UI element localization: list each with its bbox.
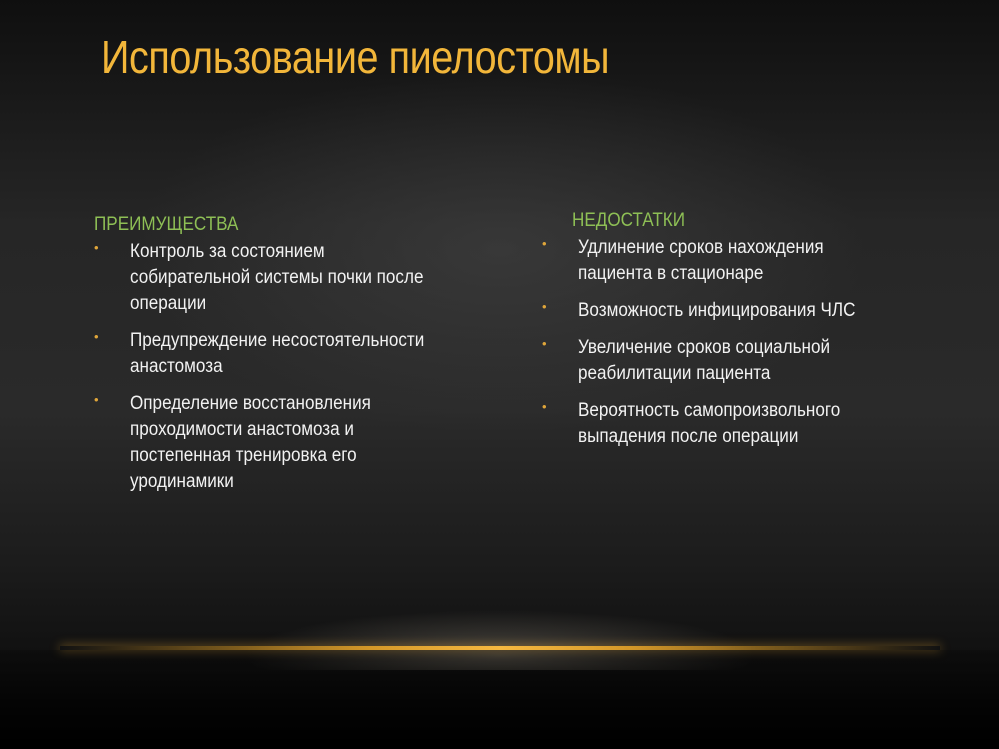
bullet-icon: •	[542, 236, 547, 251]
list-item-text: Предупреждение несостоятельности анастомоза	[130, 330, 425, 377]
list-item	[94, 391, 430, 495]
advantages-column	[94, 210, 444, 506]
disadvantages-heading: НЕДОСТАТКИ	[572, 210, 686, 231]
bullet-icon: •	[542, 299, 547, 314]
list-item-text: Вероятность самопроизвольного выпадения после операции	[578, 400, 841, 447]
list-item-text: Определение восстановления проходимости анастомоза и постепенная тренировка его уродинамики	[130, 393, 371, 492]
list-item-text: Увеличение сроков социальной реабилитации пациента	[578, 337, 831, 384]
list-item-text: Удлинение сроков нахождения пациента в стационаре	[578, 237, 824, 284]
bullet-icon: •	[542, 336, 547, 351]
list-item	[542, 235, 888, 287]
bottom-fade	[0, 650, 999, 749]
list-item	[542, 398, 888, 450]
list-item	[94, 239, 430, 317]
list-item	[542, 298, 888, 324]
bullet-icon: •	[94, 329, 99, 344]
bullet-icon: •	[94, 240, 99, 255]
slide-title: Использование пиелостомы	[101, 31, 610, 83]
disadvantages-column	[542, 210, 892, 461]
list-item-text: Возможность инфицирования ЧЛС	[578, 300, 856, 321]
bullet-icon: •	[542, 399, 547, 414]
advantages-list	[94, 239, 444, 495]
bullet-icon: •	[94, 392, 99, 407]
disadvantages-list	[542, 235, 892, 450]
list-item-text: Контроль за состоянием собирательной системы почки после операции	[130, 241, 424, 314]
list-item	[542, 335, 888, 387]
list-item	[94, 328, 430, 380]
advantages-heading: ПРЕИМУЩЕСТВА	[94, 214, 239, 235]
